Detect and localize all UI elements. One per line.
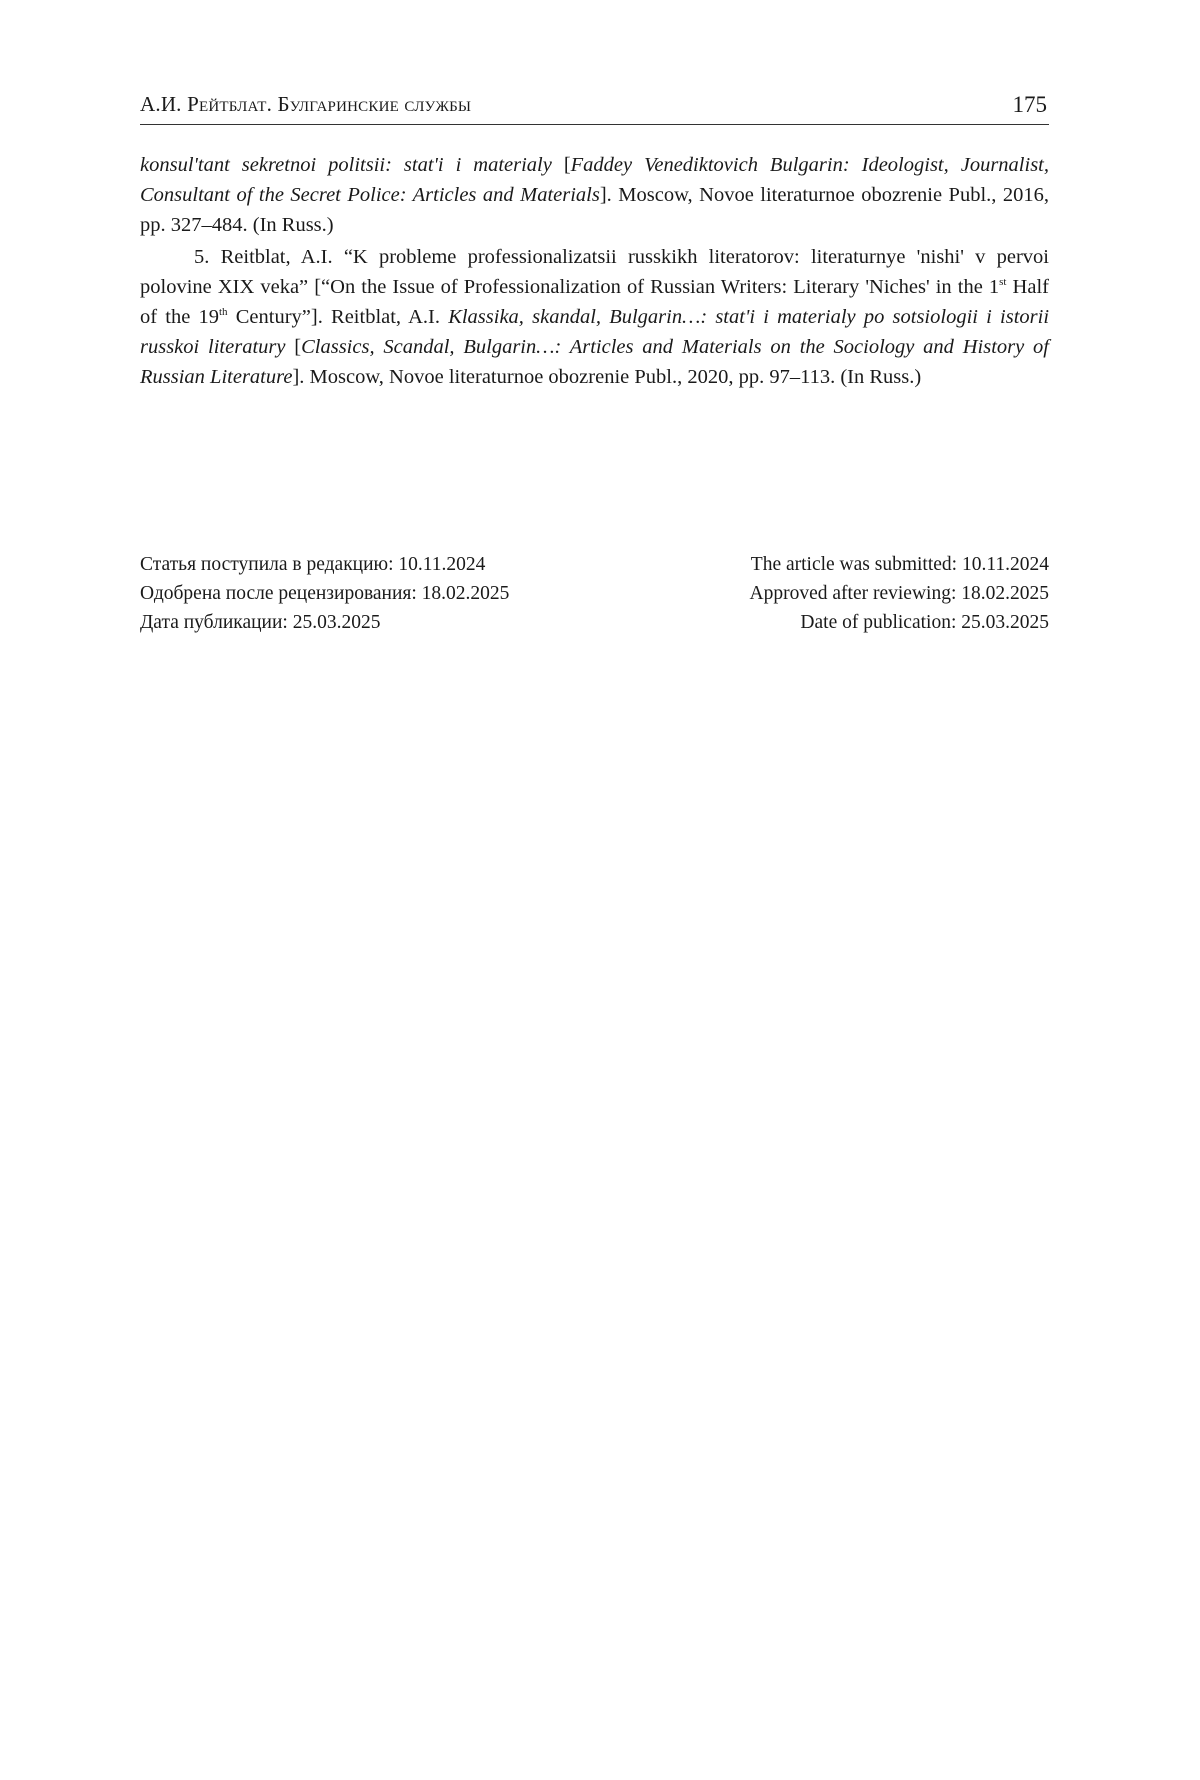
reference-bracket: [: [285, 336, 302, 358]
reference-lead: 5. Reitblat, A.I. “K probleme professionalizatsii russkikh literatorov: literaturnye 'nishi' v pervoi polovine XIX veka” [“On the Issue of Professionalization of Russian Writers: Literary 'Niches' in the 1: [140, 246, 1049, 298]
running-title: Рейтблат. Булгаринские службы: [187, 92, 472, 116]
date-approved-ru: Одобрена после рецензирования: 18.02.2025: [140, 583, 510, 604]
date-approved-en: Approved after reviewing: 18.02.2025: [749, 583, 1049, 604]
reference-bracket: [: [551, 154, 571, 176]
reference-superscript: th: [219, 306, 228, 318]
reference-italic-translation: Faddey Venediktovich Bulgarin: Ideologist, Journalist, Consultant of the Secret Police: Articles and Materials: [140, 154, 1049, 206]
reference-entry-5: [140, 242, 1049, 392]
author-initials: А.И.: [140, 92, 188, 116]
dates-russian: [140, 550, 600, 637]
date-submitted-ru: Статья поступила в редакцию: 10.11.2024: [140, 554, 486, 575]
page-number: 175: [1012, 92, 1047, 117]
reference-italic-title: konsul'tant sekretnoi politsii: stat'i i materialy: [140, 154, 552, 176]
reference-italic-title: Klassika, skandal, Bulgarin…: stat'i i materialy po sotsiologii i istorii russkoi literatury: [140, 306, 1050, 358]
running-head: [140, 92, 471, 117]
page-header: [140, 88, 1049, 125]
references-list: [140, 150, 1049, 394]
publication-dates: [140, 550, 1049, 640]
reference-tail: ]. Moscow, Novoe literaturnoe obozrenie Publ., 2016, pp. 327–484. (In Russ.): [140, 184, 1050, 236]
reference-after-superscript: Century”]. Reitblat, A.I.: [227, 306, 449, 328]
date-published-en: Date of publication: 25.03.2025: [800, 612, 1049, 633]
date-published-ru: Дата публикации: 25.03.2025: [140, 612, 381, 633]
reference-mid: Half of the 19: [140, 276, 1049, 328]
reference-tail: ]. Moscow, Novoe literaturnoe obozrenie Publ., 2020, pp. 97–113. (In Russ.): [292, 366, 922, 388]
date-submitted-en: The article was submitted: 10.11.2024: [750, 554, 1049, 575]
reference-superscript: st: [999, 276, 1007, 288]
reference-italic-translation: Classics, Scandal, Bulgarin…: Articles and Materials on the Sociology and History of Russian Literature: [140, 336, 1049, 388]
dates-english: [589, 550, 1049, 637]
reference-entry-continued: [140, 150, 1049, 240]
